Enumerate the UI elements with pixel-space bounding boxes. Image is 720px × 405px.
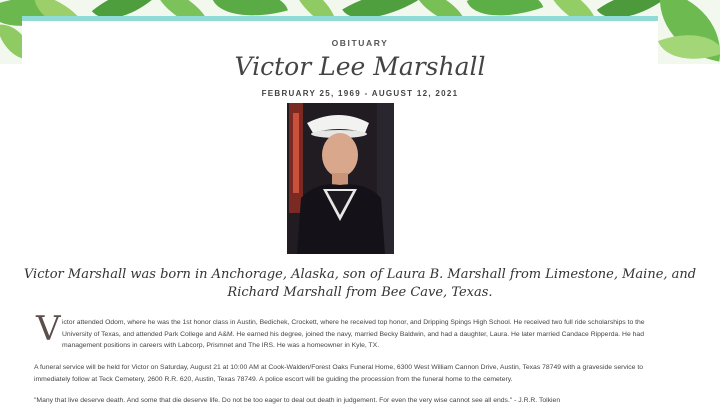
- life-dates: FEBRUARY 25, 1969 - AUGUST 12, 2021: [261, 89, 459, 98]
- section-label: OBITUARY: [331, 38, 389, 48]
- portrait-photo: [287, 103, 394, 254]
- drop-cap: V: [36, 309, 61, 349]
- page-title: Victor Lee Marshall: [234, 52, 486, 81]
- bio-paragraph: ictor attended Odom, where he was the 1st honor class in Austin, Bedichek, Crockett, where he received top honor, and Dripping Spings High School. He received two full ride scholarships to the University of Texas, and attended Park College and A&M. He earned his degree, joined the navy, married Becky Baldwin, and had a daughter, Laura. He later married Candace Ripperda. He had management positions in careers with Labcorp, Prismnet and The IRS. He was a homeowner in Kyle, TX.: [62, 319, 645, 349]
- service-paragraph: A funeral service will be held for Victor on Saturday, August 21 at 10:00 AM at Cook-Walden/Forest Oaks Funeral Home, 6300 West William Cannon Drive, Austin, Texas 78749 with a graveside service to immediately follow at Teck Cemetery, 2600 R.R. 620, Austin, Texas 78749. A police escort will be guiding the procession from the funeral home to the cemetery.: [34, 364, 644, 383]
- lead-paragraph: Victor Marshall was born in Anchorage, Alaska, son of Laura B. Marshall from Limestone, Maine, and Richard Marshall from Bee Cave, Texas.: [23, 267, 697, 300]
- portrait-image: [287, 103, 394, 254]
- quote-paragraph: "Many that live deserve death. And some that die deserve life. Do not be too eager to deal out death in judgement. For even the very wise cannot see all ends." - J.R.R. Tolkien: [34, 397, 561, 404]
